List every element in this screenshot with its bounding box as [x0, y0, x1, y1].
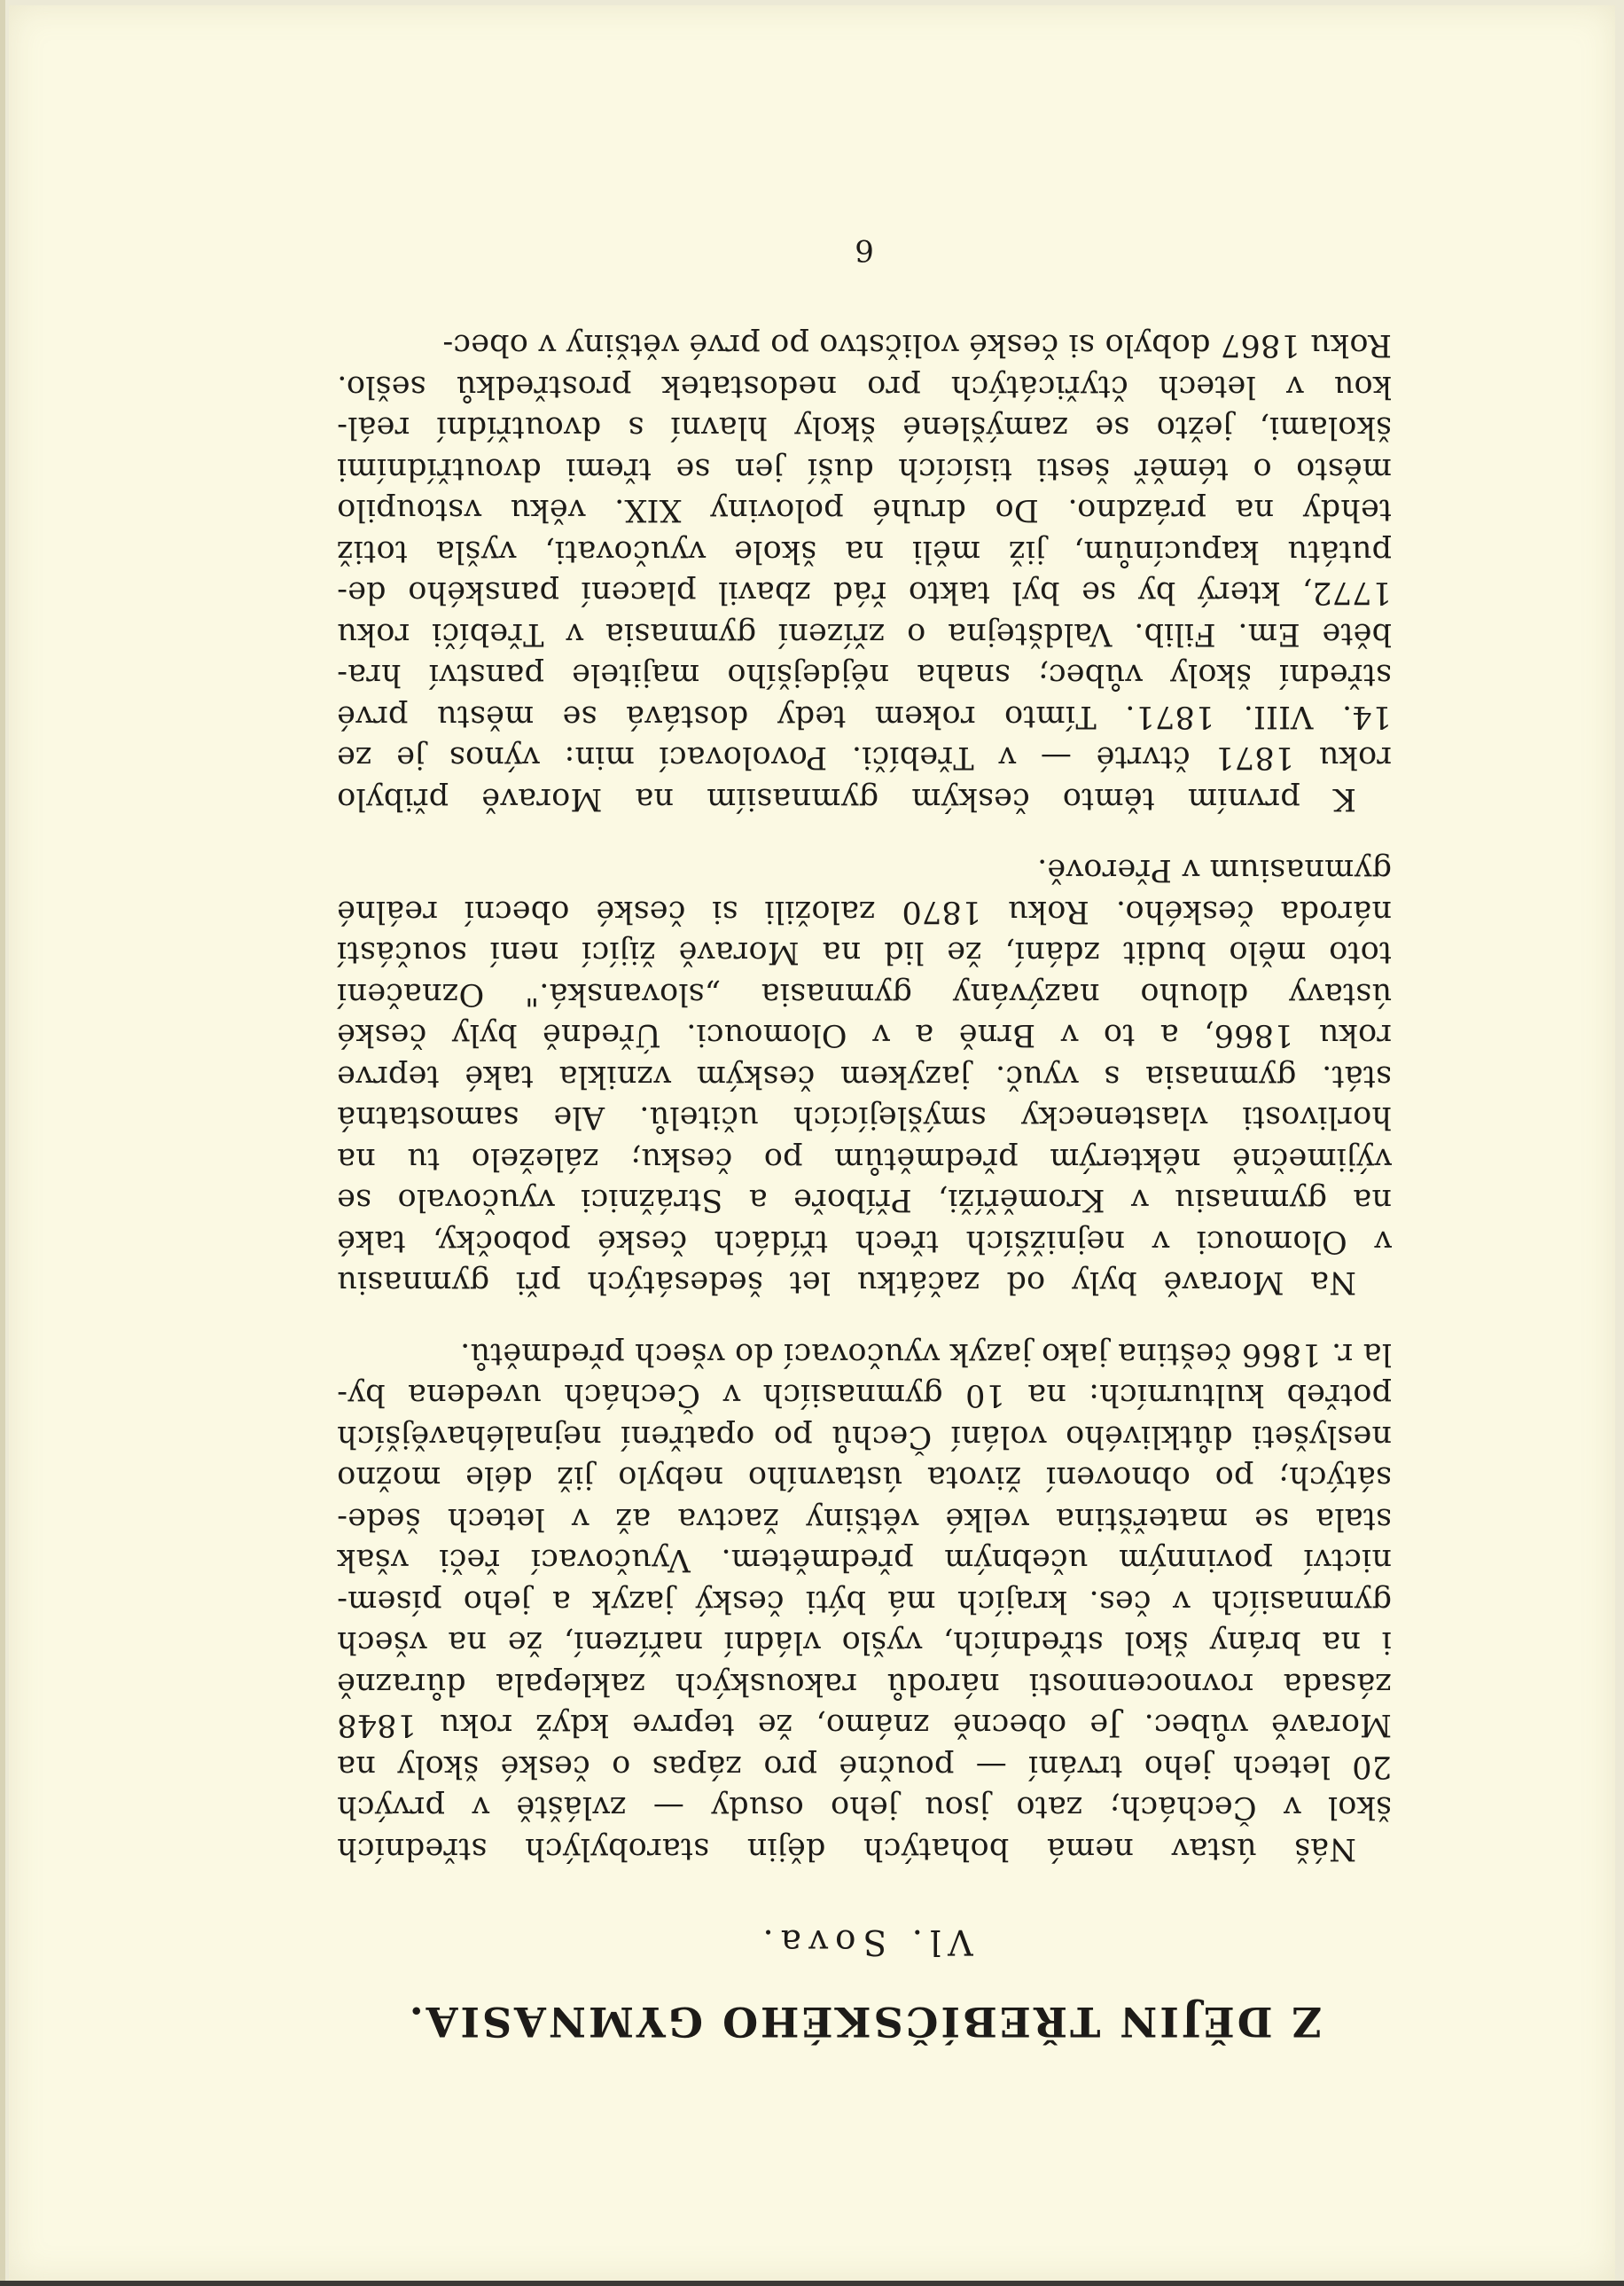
author-name: Vl. Sova.	[755, 1922, 973, 1961]
text-line: 20 letech jeho trvání — poučné pro zápas o české školy na	[337, 1749, 1392, 1784]
text-line: neslyšeti důtklivého volání Čechů po opatření nejnaléhavějších	[337, 1419, 1392, 1454]
text-line: gymnasiích v čes. krajích má býti český jazyk a jeho písem-	[337, 1584, 1392, 1619]
text-line: toto mělo budit zdání, že lid na Moravě žijící není součástí	[337, 935, 1392, 971]
text-line: sátých; po obnovení života ústavního nebylo již déle možno	[337, 1460, 1392, 1496]
text-line: národa českého. Roku 1870 založili si české obecní reálné	[337, 894, 1392, 929]
text-line: na gymnasiu v Kroměříži, Příboře a Strážnici vyučovalo se	[337, 1182, 1392, 1218]
text-line: 1772, který by se byl takto řád zbavil placení panského de-	[337, 575, 1392, 611]
text-line: stala se mateřština velké většiny žactva až v letech šede-	[337, 1501, 1392, 1537]
paragraph	[337, 849, 1392, 1303]
text-line: zásada rovnocennosti národů rakouských zaklepala důrazně	[337, 1666, 1392, 1702]
text-line: gymnasium v Přerově.	[1036, 852, 1392, 889]
text-line: Moravě vůbec. Je obecně známo, že teprve když roku 1848	[337, 1707, 1392, 1743]
text-line: střední školy vůbec; snaha nějdejšího majitele panství hra-	[337, 657, 1392, 693]
text-line: stát. gymnasia s vyuč. jazykem českým vznikla také teprve	[337, 1059, 1392, 1094]
text-line: la r. 1866 čeština jako jazyk vyučovací do všech předmětů.	[459, 1336, 1392, 1372]
text-line: horlivosti vlastenecky smýšlejících učitelů. Ale samostatná	[337, 1100, 1392, 1136]
document-title: Z DĚJIN TŘEBÍČSKÉHO GYMNASIA.	[406, 1998, 1323, 2046]
text-line: město o téměř šesti tisících duší jen se třemi dvoutřídními	[337, 451, 1392, 487]
text-line: ústavy dlouho nazývány gymnasia „slovanská." Označení	[337, 976, 1392, 1012]
paragraph	[337, 1334, 1392, 1870]
text-line: tehdy na prázdno. Do druhé poloviny XIX. věku vstoupilo	[337, 492, 1392, 528]
text-line: potřeb kulturních: na 10 gymnasiích v Čechách uvedena by-	[337, 1377, 1392, 1413]
text-line: výjimečně některým předmětům po česku; záleželo tu na	[337, 1141, 1392, 1177]
article-body	[337, 325, 1392, 1869]
page-number: 6	[855, 232, 874, 268]
text-line: Roku 1867 dobylo si české voličstvo po prvé většiny v obec-	[442, 327, 1392, 364]
text-line: roku 1871 čtvrté — v Třebíči. Povolovací min: výnos je ze	[337, 740, 1392, 776]
text-line: roku 1866, a to v Brně a v Olomouci. Úředně byly české	[337, 1017, 1392, 1053]
text-line: Náš ústav nemá bohatých dějin starobylých středních	[337, 1831, 1356, 1867]
text-line: Na Moravě byly od začátku let šedesátých při gymnasiu	[337, 1264, 1356, 1301]
scan-left-edge	[0, 0, 5, 2286]
text-line: 14. VIII. 1871. Tímto rokem tedy dostává se městu prvé	[337, 699, 1392, 734]
text-line: škol v Čechách; zato jsou jeho osudy — zvláště v prvých	[337, 1789, 1392, 1826]
text-line: putátu kapucínům, již měli na škole vyučovati, vyšla totiž	[337, 534, 1392, 569]
text-line: nictví povinným učebným předmětem. Vyučovací řeči však	[337, 1542, 1392, 1578]
text-line: K prvním těmto českým gymnasiím na Moravě přibylo	[337, 781, 1356, 817]
text-line: v Olomouci v nejnižších třech třídách české pobočky, také	[337, 1224, 1392, 1259]
text-line: školami, ježto se zamýšlené školy hlavní s dvoutřídní reál-	[337, 410, 1392, 446]
paragraph	[337, 325, 1392, 819]
scan-bottom-edge	[0, 2281, 1624, 2286]
text-line: i na brány škol středních, vyšlo vládní nařízení, že na všech	[337, 1624, 1392, 1661]
text-line: běte Em. Filib. Valdštejna o zřízení gymnasia v Třebíči roku	[337, 616, 1392, 652]
printed-text-block	[337, 232, 1392, 2048]
text-line: kou v letech čtyřicátých pro nedostatek prostředků sešlo.	[337, 369, 1392, 404]
